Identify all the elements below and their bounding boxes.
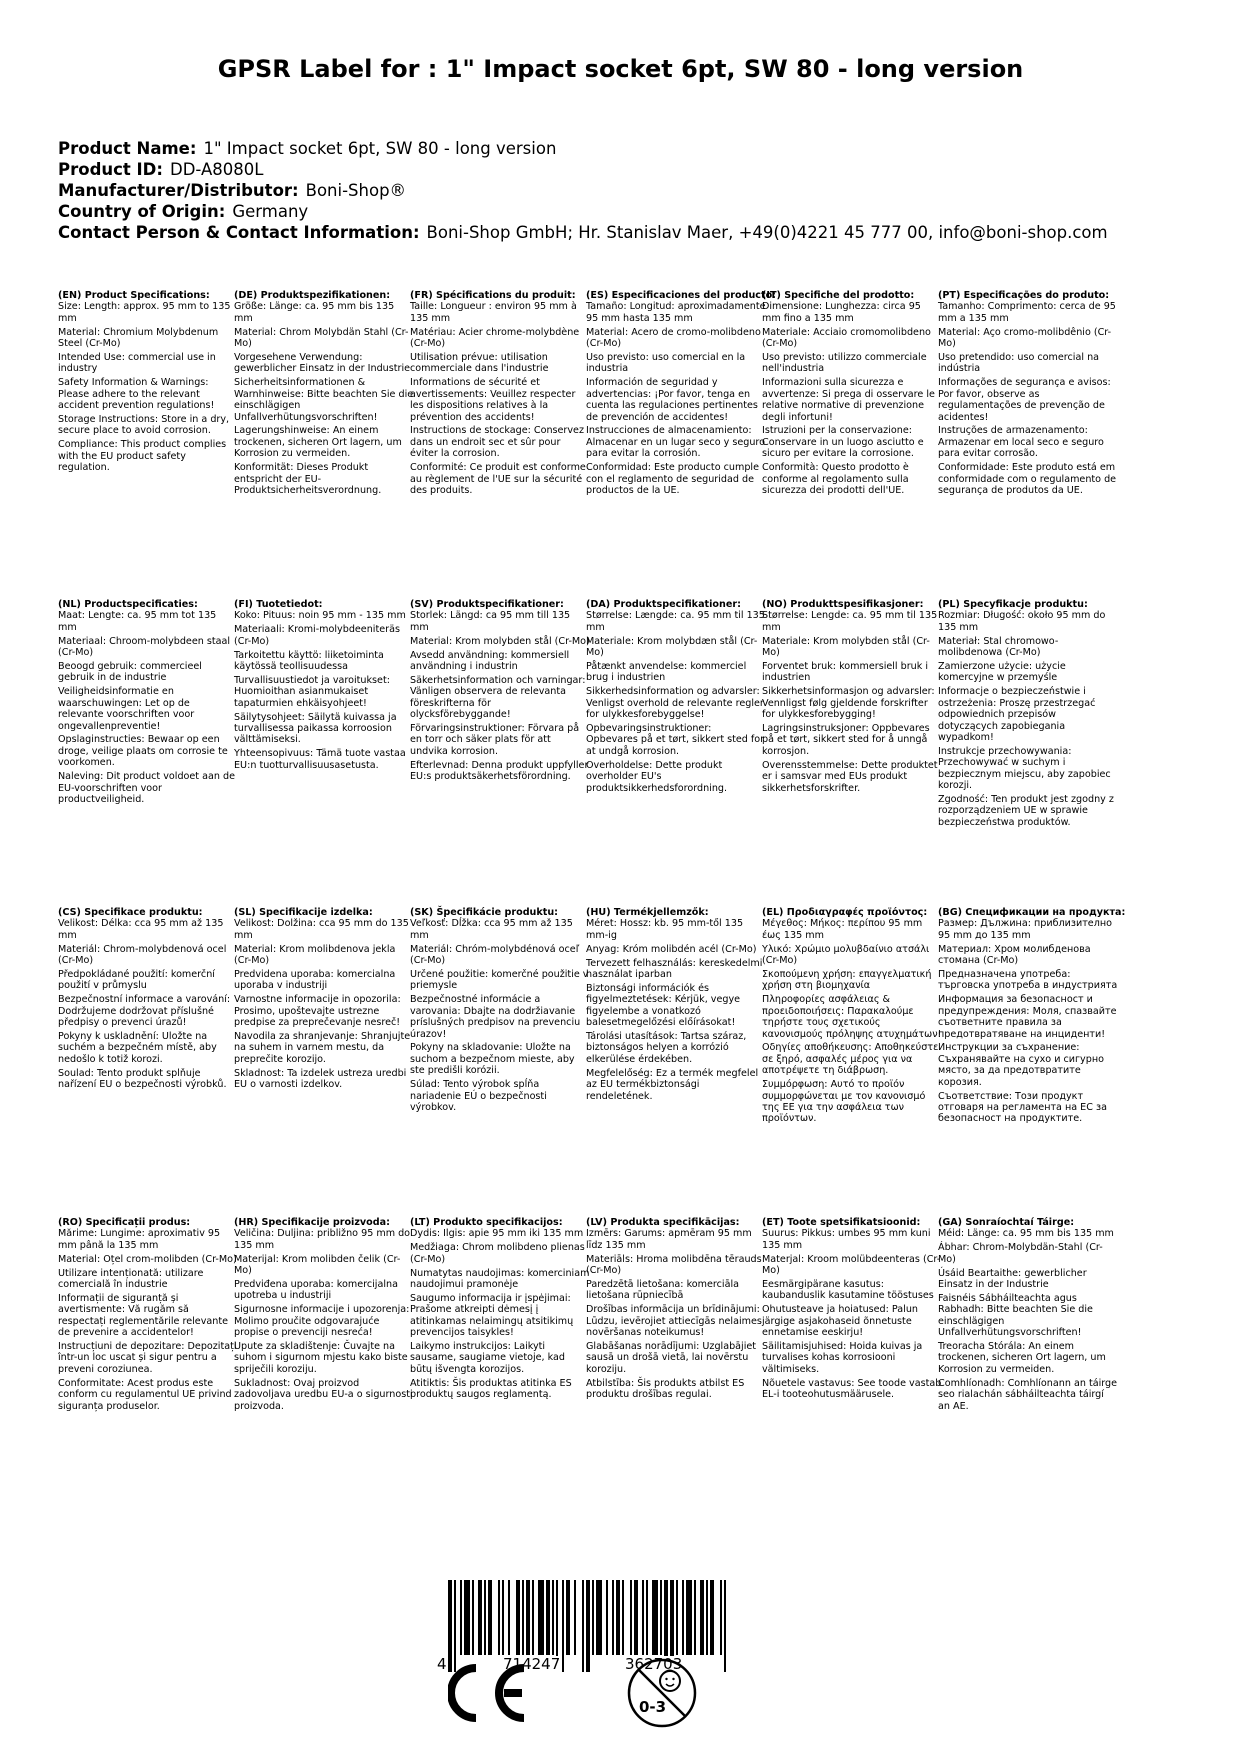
spec-line: Predvidena uporaba: komercialna uporaba v industriji xyxy=(234,969,396,992)
spec-line: Υλικό: Χρώμιο μολυβδαίνιο ατσάλι (Cr-Mo) xyxy=(762,943,930,967)
spec-line: Säkerhetsinformation och varningar: Vänligen observera de relevanta föreskrifterna för olycksförebyggande! xyxy=(410,674,586,721)
product-info-value: Germany xyxy=(232,202,309,221)
spec-line: Storlek: Längd: ca 95 mm till 135 mm xyxy=(410,610,571,633)
barcode-bar xyxy=(582,1580,584,1672)
spec-block xyxy=(586,599,766,797)
spec-line: Bezpečnostné informácie a varovania: Dbajte na dodržiavanie príslušných predpisov na prevenciu úrazov! xyxy=(410,994,581,1040)
spec-line: Veľkosť: Dĺžka: cca 95 mm až 135 mm xyxy=(410,918,573,941)
spec-line: Conformitate: Acest produs este conform cu regulamentul UE privind siguranța produselor. xyxy=(58,1377,232,1412)
barcode-digits-right: 362703 xyxy=(625,1655,683,1673)
spec-line: Material: Oțel crom-molibden (Cr-Mo) xyxy=(58,1253,237,1265)
spec-line: Atitiktis: Šis produktas atitinka ES produktų saugos reglamentą. xyxy=(410,1377,572,1401)
barcode-bar xyxy=(516,1580,520,1655)
spec-line: Material: Aço cromo-molibdênio (Cr-Mo) xyxy=(938,326,1112,350)
spec-line: Zamierzone użycie: użycie komercyjne w przemyśle xyxy=(938,661,1066,684)
product-info-label: Country of Origin: xyxy=(58,202,226,221)
spec-line: Drošības informācija un brīdinājumi: Lūdzu, ievērojiet attiecīgās nelaimes novēršanas noteikumus! xyxy=(586,1304,762,1339)
spec-line: Material: Krom molybden stål (Cr-Mo) xyxy=(410,635,590,647)
product-info xyxy=(58,138,1198,243)
spec-line: Σκοπούμενη χρήση: επαγγελματική χρήση στη βιομηχανία xyxy=(762,969,932,992)
barcode-bar xyxy=(488,1580,492,1655)
spec-line: Sukladnost: Ovaj proizvod zadovoljava uredbu EU-a o sigurnosti proizvoda. xyxy=(234,1377,413,1412)
spec-line: Velikost: Délka: cca 95 mm až 135 mm xyxy=(58,918,224,941)
spec-line: Velikost: Dolžina: cca 95 mm do 135 mm xyxy=(234,918,409,941)
spec-line: Tárolási utasítások: Tartsa száraz, biztonságos helyen a korrózió elkerülése érdekében. xyxy=(586,1031,747,1065)
barcode-bar xyxy=(612,1580,614,1655)
spec-line: Ohutusteave ja hoiatused: Palun järgige asjakohaseid õnnetuste ennetamise eeskirju! xyxy=(762,1304,918,1339)
spec-block xyxy=(234,1217,414,1415)
spec-line: Compliance: This product complies with the EU product safety regulation. xyxy=(58,439,227,474)
spec-line: Sicherheitsinformationen & Warnhinweise: Bitte beachten Sie die einschlägigen Unfallverhütungsvorschriften! xyxy=(234,377,414,423)
product-info-row xyxy=(58,201,1198,222)
barcode-bar xyxy=(676,1580,678,1655)
barcode-bar xyxy=(646,1580,648,1655)
barcode-bar xyxy=(502,1580,504,1655)
spec-line: Размер: Дължина: приблизително 95 mm до 135 mm xyxy=(938,918,1112,941)
spec-line: Opslaginstructies: Bewaar op een droge, veilige plaats om corrosie te voorkomen. xyxy=(58,734,228,769)
spec-line: Conformidade: Este produto está em conformidade com o regulamento de segurança de produtos da UE. xyxy=(938,462,1117,496)
spec-line: Materiale: Krom molybden stål (Cr-Mo) xyxy=(762,635,930,659)
spec-line: Méret: Hossz: kb. 95 mm-től 135 mm-ig xyxy=(586,918,744,941)
barcode-bar xyxy=(694,1580,696,1655)
spec-heading: (NO) Produkttspesifikasjoner: xyxy=(762,599,924,610)
product-info-value: Boni-Shop GmbH; Hr. Stanislav Maer, +49(0)4221 45 777 00, info@boni-shop.com xyxy=(426,223,1108,242)
barcode-bar xyxy=(642,1580,644,1655)
spec-block xyxy=(58,290,238,476)
barcode-bar xyxy=(700,1580,704,1655)
barcode-bar xyxy=(454,1580,456,1672)
spec-line: Úsáid Beartaithe: gewerblicher Einsatz in der Industrie xyxy=(938,1267,1087,1291)
barcode-bar xyxy=(526,1580,530,1655)
spec-line: Avsedd användning: kommersiell användning i industrin xyxy=(410,649,570,673)
spec-line: Súlad: Tento výrobok spĺňa nariadenie EÚ o bezpečnosti výrobkov. xyxy=(410,1079,547,1113)
spec-heading: (DA) Produktspecifikationer: xyxy=(586,599,741,610)
spec-heading: (ES) Especificaciones del producto: xyxy=(586,290,777,301)
spec-line: Pokyny k uskladnění: Uložte na suchém a bezpečném místě, aby nedošlo k totiž korozi. xyxy=(58,1031,217,1065)
barcode-bar xyxy=(484,1580,486,1655)
barcode-bar xyxy=(538,1580,544,1655)
spec-line: Rozmiar: Długość: około 95 mm do 135 mm xyxy=(938,610,1106,633)
spec-line: Turvallisuustiedot ja varoitukset: Huomioithan asianmukaiset tapaturmien ehkäisyohjeet! xyxy=(234,674,390,709)
spec-block xyxy=(58,1217,238,1415)
spec-heading: (DE) Produktspezifikationen: xyxy=(234,290,391,301)
spec-line: Tervezett felhasználás: kereskedelmi használat iparban xyxy=(586,957,763,981)
spec-line: Naleving: Dit product voldoet aan de EU-voorschriften voor productveiligheid. xyxy=(58,771,235,805)
spec-line: Съответствие: Този продукт отговаря на регламента на ЕС за безопасност на продуктите. xyxy=(938,1090,1107,1125)
barcode-bar xyxy=(686,1580,692,1655)
spec-line: Pokyny na skladovanie: Uložte na suchom a bezpečnom mieste, aby ste predišli korózii. xyxy=(410,1042,575,1077)
spec-block xyxy=(762,599,942,797)
spec-line: Conformità: Questo prodotto è conforme al regolamento sulla sicurezza dei prodotti dell'UE. xyxy=(762,462,909,496)
spec-line: Saugumo informacija ir įspėjimai: Prašome atkreipti dėmesį į atitinkamas nelaimingų atsitikimų prevencijos taisykles! xyxy=(410,1292,574,1339)
barcode-bar xyxy=(508,1580,510,1655)
spec-block xyxy=(410,599,590,785)
spec-line: Instructions de stockage: Conservez dans un endroit sec et sûr pour éviter la corrosion. xyxy=(410,425,584,460)
barcode-bar xyxy=(616,1580,620,1655)
barcode-bar xyxy=(566,1580,570,1655)
spec-line: Materjal: Kroom molübdeenteras (Cr-Mo) xyxy=(762,1253,941,1277)
spec-block xyxy=(410,290,590,499)
spec-line: Atbilstība: Šis produkts atbilst ES produktu drošības regulai. xyxy=(586,1377,745,1401)
spec-line: Uso pretendido: uso comercial na indústria xyxy=(938,352,1100,375)
spec-line: Mărime: Lungime: aproximativ 95 mm până la 135 mm xyxy=(58,1228,221,1251)
spec-heading: (FR) Spécifications du produit: xyxy=(410,290,576,301)
product-info-label: Product Name: xyxy=(58,139,197,158)
ce-mark-icon xyxy=(448,1663,534,1723)
spec-line: Información de seguridad y advertencias: ¡Por favor, tenga en cuenta las regulaciones pertinentes de prevención de accidentes! xyxy=(586,377,758,423)
spec-line: Οδηγίες αποθήκευσης: Αποθηκεύστε σε ξηρό, ασφαλές μέρος για να αποτρέψετε τη διάβρωση. xyxy=(762,1042,939,1077)
spec-line: Инструкции за съхранение: Съхранявайте на сухо и сигурно място, за да предотвратите корозия. xyxy=(938,1042,1104,1088)
barcode-bar xyxy=(596,1580,602,1655)
age-0-3-warning-icon xyxy=(626,1657,698,1729)
spec-line: Συμμόρφωση: Αυτό το προϊόν συμμορφώνεται με τον κανονισμό της ΕΕ για την ασφάλεια των προϊόντων. xyxy=(762,1079,926,1125)
spec-line: Instrukcje przechowywania: Przechowywać w suchym i bezpiecznym miejscu, aby zapobiec korozji. xyxy=(938,745,1111,792)
spec-heading: (EL) Προδιαγραφές προϊόντος: xyxy=(762,907,928,918)
spec-line: Bezpečnostní informace a varování: Dodržujeme dodržovat příslušné předpisy o prevenci úrazů! xyxy=(58,994,231,1029)
spec-line: Matériau: Acier chrome-molybdène (Cr-Mo) xyxy=(410,326,580,350)
spec-line: Yhteensopivuus: Tämä tuote vastaa EU:n tuotturvallisuusasetusta. xyxy=(234,748,406,771)
spec-line: Upute za skladištenje: Čuvajte na suhom i sigurnom mjestu kako biste spriječili koroziju. xyxy=(234,1341,408,1375)
spec-line: Utilisation prévue: utilisation commerciale dans l'industrie xyxy=(410,352,549,375)
spec-line: Konformität: Dieses Produkt entspricht der EU-Produktsicherheitsverordnung. xyxy=(234,462,382,496)
spec-line: Size: Length: approx. 95 mm to 135 mm xyxy=(58,301,231,324)
spec-line: Suurus: Pikkus: umbes 95 mm kuni 135 mm xyxy=(762,1228,931,1251)
spec-line: Nõuetele vastavus: See toode vastab EL-i tooteohutusmäärusele. xyxy=(762,1377,942,1401)
barcode-bar xyxy=(720,1580,722,1655)
spec-line: Sigurnosne informacije i upozorenja: Molimo proučite odgovarajuće propise o prevenciji nesreća! xyxy=(234,1304,410,1339)
spec-heading: (SL) Specifikacije izdelka: xyxy=(234,907,373,918)
spec-line: Material: Chromium Molybdenum Steel (Cr-Mo) xyxy=(58,326,219,350)
spec-heading: (PT) Especificações do produto: xyxy=(938,290,1110,301)
spec-line: Størrelse: Længde: ca. 95 mm til 135 mm xyxy=(586,610,765,633)
spec-line: Material: Acero de cromo-molibdeno (Cr-Mo) xyxy=(586,326,761,350)
spec-line: Säilytysohjeet: Säilytä kuivassa ja turvallisessa paikassa korroosion välttämiseksi. xyxy=(234,711,397,746)
spec-block xyxy=(586,907,766,1105)
spec-line: Vorgesehene Verwendung: gewerblicher Einsatz in der Industrie xyxy=(234,352,411,375)
spec-line: Dydis: Ilgis: apie 95 mm iki 135 mm xyxy=(410,1228,584,1240)
spec-line: Материал: Хром молибденова стомана (Cr-Mo) xyxy=(938,943,1091,967)
spec-line: Materiāls: Hroma molibdēna tērauds (Cr-Mo) xyxy=(586,1253,762,1277)
spec-heading: (GA) Sonraíochtaí Táirge: xyxy=(938,1217,1075,1228)
spec-heading: (SV) Produktspecifikationer: xyxy=(410,599,564,610)
spec-line: Treoracha Stórála: An einem trockenen, sicheren Ort lagern, um Korrosion zu vermeiden. xyxy=(938,1341,1106,1375)
spec-block xyxy=(58,599,238,808)
spec-heading: (PL) Specyfikacje produktu: xyxy=(938,599,1088,610)
barcode-bar xyxy=(606,1580,608,1655)
product-info-row xyxy=(58,222,1198,243)
spec-line: Eesmärgipärane kasutus: kaubanduslik kasutamine tööstuses xyxy=(762,1279,934,1302)
barcode-digit-lead: 4 xyxy=(437,1655,447,1673)
spec-line: Megfelelőség: Ez a termék megfelel az EU termékbiztonsági rendeletének. xyxy=(586,1067,759,1102)
product-info-row xyxy=(58,159,1198,180)
spec-heading: (CS) Specifikace produktu: xyxy=(58,907,203,918)
barcode-bar xyxy=(652,1580,658,1655)
spec-line: Biztonsági információk és figyelmeztetések: Kérjük, vegye figyelembe a vonatkozó balesetmegelőzési előírásokat! xyxy=(586,982,741,1029)
spec-block xyxy=(234,290,414,499)
spec-line: Beoogd gebruik: commercieel gebruik in de industrie xyxy=(58,661,202,684)
spec-line: Storage Instructions: Store in a dry, secure place to avoid corrosion. xyxy=(58,414,230,437)
spec-heading: (RO) Specificații produs: xyxy=(58,1217,191,1228)
spec-block xyxy=(410,907,590,1116)
spec-line: Sikkerhedsinformation og advarsler: Venligst overhold de relevante regler for ulykkesforebyggelse! xyxy=(586,686,764,721)
spec-line: Materiaal: Chroom-molybdeen staal (Cr-Mo) xyxy=(58,635,231,659)
spec-line: Μέγεθος: Μήκος: περίπου 95 mm έως 135 mm xyxy=(762,918,923,941)
spec-heading: (SK) Špecifikácie produktu: xyxy=(410,907,559,918)
spec-block xyxy=(410,1217,590,1403)
spec-line: Påtænkt anvendelse: kommerciel brug i industrien xyxy=(586,661,747,684)
barcode-bar xyxy=(724,1580,726,1672)
barcode-bar xyxy=(522,1580,524,1655)
spec-heading: (BG) Спецификации на продукта: xyxy=(938,907,1126,918)
spec-line: Instrucțiuni de depozitare: Depozitați într-un loc uscat și sigur pentru a preveni coroziunea. xyxy=(58,1341,237,1375)
spec-heading: (ET) Toote spetsifikatsioonid: xyxy=(762,1217,921,1228)
spec-line: Varnostne informacije in opozorila: Prosimo, upoštevajte ustrezne predpise za preprečevanje nesreč! xyxy=(234,994,401,1029)
spec-block xyxy=(938,907,1126,1127)
spec-line: Uso previsto: uso comercial en la industria xyxy=(586,352,746,375)
spec-line: Materiaali: Kromi-molybdeeniteräs (Cr-Mo) xyxy=(234,624,400,647)
spec-heading: (HR) Specifikacije proizvoda: xyxy=(234,1217,390,1228)
product-info-label: Contact Person & Contact Information: xyxy=(58,223,420,242)
spec-line: Instrucciones de almacenamiento: Almacenar en un lugar seco y seguro para evitar la corrosión. xyxy=(586,425,766,460)
barcode-bar xyxy=(498,1580,500,1655)
spec-line: Comhlíonadh: Comhlíonann an táirge seo rialachán sábháilteachta táirgí an AE. xyxy=(938,1377,1118,1412)
barcode-bar xyxy=(634,1580,638,1655)
specs-row xyxy=(58,599,1218,879)
age-label: 0-3 xyxy=(639,1698,667,1716)
spec-heading: (LV) Produkta specifikācijas: xyxy=(586,1217,740,1228)
barcode-bar xyxy=(448,1580,452,1672)
spec-block xyxy=(58,907,238,1093)
spec-line: Izmērs: Garums: apmēram 95 mm līdz 135 mm xyxy=(586,1228,752,1251)
spec-line: Informazioni sulla sicurezza e avvertenze: Si prega di osservare le relative normative di prevenzione degli infortuni! xyxy=(762,377,935,423)
spec-line: Faisnéis Sábháilteachta agus Rabhadh: Bitte beachten Sie die einschlägigen Unfallverhütungsvorschriften! xyxy=(938,1292,1093,1339)
spec-block xyxy=(234,599,414,774)
spec-line: Material: Krom molibdenova jekla (Cr-Mo) xyxy=(234,943,396,967)
spec-line: Conformidad: Este producto cumple con el reglamento de seguridad de productos de la UE. xyxy=(586,462,759,496)
spec-line: Sikkerhetsinformasjon og advarsler: Vennligst følg gjeldende forskrifter for ulykkesforebygging! xyxy=(762,686,935,721)
spec-block xyxy=(762,907,942,1127)
spec-block xyxy=(586,1217,766,1403)
spec-block xyxy=(938,599,1118,831)
spec-line: Predviđena uporaba: komercijalna upotreba u industriji xyxy=(234,1279,398,1302)
barcode-bar xyxy=(532,1580,534,1655)
spec-heading: (HU) Termékjellemzők: xyxy=(586,907,709,918)
spec-line: Utilizare intenționată: utilizare comercială în industrie xyxy=(58,1267,204,1291)
spec-line: Materijal: Krom molibden čelik (Cr-Mo) xyxy=(234,1253,401,1277)
spec-block xyxy=(938,1217,1118,1415)
barcode-bar xyxy=(562,1580,564,1672)
spec-line: Informacje o bezpieczeństwie i ostrzeżenia: Proszę przestrzegać odpowiednich przepisów dotyczących zapobiegania wypadkom! xyxy=(938,686,1096,743)
barcode-bar xyxy=(460,1580,462,1655)
spec-line: Uso previsto: utilizzo commerciale nell'industria xyxy=(762,352,927,375)
specs-row xyxy=(58,1217,1218,1497)
spec-line: Informații de siguranță și avertismente: Vă rugăm să respectați reglementările relevante de prevenire a accidentelor! xyxy=(58,1292,229,1339)
spec-line: Tamanho: Comprimento: cerca de 95 mm a 135 mm xyxy=(938,301,1116,324)
barcode-bar xyxy=(682,1580,684,1655)
barcode-bar xyxy=(586,1580,590,1672)
spec-line: Medžiaga: Chrom molibdeno plienas (Cr-Mo) xyxy=(410,1242,585,1265)
spec-line: Anyag: Króm molibdén acél (Cr-Mo) xyxy=(586,943,757,955)
spec-line: Tamaño: Longitud: aproximadamente 95 mm hasta 135 mm xyxy=(586,301,766,324)
spec-line: Veličina: Duljina: približno 95 mm do 135 mm xyxy=(234,1228,411,1251)
spec-line: Materiál: Chrom-molybdenová ocel (Cr-Mo) xyxy=(58,943,227,967)
spec-line: Glabāšanas norādījumi: Uzglabājiet sausā un drošā vietā, lai novērstu koroziju. xyxy=(586,1341,757,1375)
barcode-bar xyxy=(660,1580,662,1655)
spec-line: Предназначена употреба: търговска употреба в индустрията xyxy=(938,969,1118,992)
spec-line: Conformité: Ce produit est conforme au règlement de l'UE sur la sécurité des produits. xyxy=(410,462,586,496)
barcode-bar xyxy=(478,1580,482,1655)
spec-heading: (EN) Product Specifications: xyxy=(58,290,210,301)
spec-line: Navodila za shranjevanje: Shranjujte na suhem in varnem mestu, da preprečite korozijo. xyxy=(234,1031,411,1065)
spec-heading: (NL) Productspecificaties: xyxy=(58,599,198,610)
spec-block xyxy=(762,1217,942,1403)
spec-line: Forventet bruk: kommersiell bruk i industrien xyxy=(762,661,929,684)
spec-line: Veiligheidsinformatie en waarschuwingen: Let op de relevante voorschriften voor ongevallenpreventie! xyxy=(58,686,195,732)
spec-line: Lagringsinstruksjoner: Oppbevares på et tørt, sikkert sted for å unngå korrosjon. xyxy=(762,723,930,757)
spec-line: Instruções de armazenamento: Armazenar em local seco e seguro para evitar corrosão. xyxy=(938,425,1104,460)
spec-line: Materiale: Acciaio cromomolibdeno (Cr-Mo) xyxy=(762,326,931,350)
product-info-label: Product ID: xyxy=(58,160,163,179)
spec-line: Istruzioni per la conservazione: Conservare in un luogo asciutto e sicuro per evitare la corrosione. xyxy=(762,425,924,460)
spec-block xyxy=(762,290,942,499)
spec-line: Größe: Länge: ca. 95 mm bis 135 mm xyxy=(234,301,395,324)
spec-line: Overensstemmelse: Dette produktet er i samsvar med EUs produkt sikkerhetsforskrifter. xyxy=(762,759,938,794)
spec-heading: (LT) Produkto specifikacijos: xyxy=(410,1217,563,1228)
spec-line: Numatytas naudojimas: komerciniam naudojimui pramonėje xyxy=(410,1267,590,1291)
spec-line: Efterlevnad: Denna produkt uppfyller EU:s produktsäkerhetsförordning. xyxy=(410,759,589,783)
spec-line: Πληροφορίες ασφάλειας & προειδοποιήσεις: Παρακαλούμε τηρήστε τους σχετικούς κανονισμούς πρόληψης ατυχημάτων! xyxy=(762,994,942,1040)
spec-heading: (FI) Tuotetiedot: xyxy=(234,599,323,610)
spec-block xyxy=(586,290,777,499)
spec-line: Taille: Longueur : environ 95 mm à 135 mm xyxy=(410,301,577,324)
spec-line: Informações de segurança e avisos: Por favor, observe as regulamentações de prevenção de acidentes! xyxy=(938,377,1111,423)
spec-line: Materiale: Krom molybdæn stål (Cr-Mo) xyxy=(586,635,758,659)
spec-line: Safety Information & Warnings: Please adhere to the relevant accident prevention regulations! xyxy=(58,377,215,412)
spec-line: Størrelse: Lengde: ca. 95 mm til 135 mm xyxy=(762,610,938,633)
spec-line: Opbevaringsinstruktioner: Opbevares på et tørt, sikkert sted for at undgå korrosion. xyxy=(586,723,765,757)
specs-row xyxy=(58,290,1218,570)
barcode-bar xyxy=(464,1580,470,1655)
product-info-label: Manufacturer/Distributor: xyxy=(58,181,299,200)
spec-line: Förvaringsinstruktioner: Förvara på en torr och säker plats för att undvika korrosion. xyxy=(410,723,580,757)
spec-block xyxy=(938,290,1118,499)
barcode-bar xyxy=(546,1580,550,1655)
spec-line: Koko: Pituus: noin 95 mm - 135 mm xyxy=(234,610,406,622)
spec-line: Materiál: Chróm-molybdénová oceľ (Cr-Mo) xyxy=(410,943,580,967)
spec-line: Säilitamisjuhised: Hoida kuivas ja turvalises kohas korrosiooni vältimiseks. xyxy=(762,1341,923,1375)
spec-line: Информация за безопасност и предупреждения: Моля, спазвайте съответните правила за предотвратяване на инциденти! xyxy=(938,994,1117,1040)
spec-heading: (IT) Specifiche del prodotto: xyxy=(762,290,915,301)
product-info-value: DD-A8080L xyxy=(169,160,264,179)
spec-line: Soulad: Tento produkt splňuje nařízení EU o bezpečnosti výrobků. xyxy=(58,1067,227,1091)
spec-line: Dimensione: Lunghezza: circa 95 mm fino a 135 mm xyxy=(762,301,921,324)
spec-block xyxy=(234,907,414,1093)
spec-line: Tarkoitettu käyttö: liiketoiminta käytössä teollisuudessa xyxy=(234,649,384,673)
barcode-digits-left: 714247 xyxy=(503,1655,561,1673)
spec-line: Lagerungshinweise: An einem trockenen, sicheren Ort lagern, um Korrosion zu vermeiden. xyxy=(234,425,402,460)
spec-line: Overholdelse: Dette produkt overholder EU's produktsikkerhedsforordning. xyxy=(586,759,728,794)
barcode-bar xyxy=(472,1580,474,1655)
spec-line: Informations de sécurité et avertissements: Veuillez respecter les dispositions relatives à la prévention des accidents! xyxy=(410,377,576,423)
barcode-bar xyxy=(630,1580,632,1655)
spec-line: Material: Chrom Molybdän Stahl (Cr-Mo) xyxy=(234,326,409,350)
spec-line: Maat: Lengte: ca. 95 mm tot 135 mm xyxy=(58,610,217,633)
spec-line: Paredzētā lietošana: komerciāla lietošana rūpniecībā xyxy=(586,1279,739,1302)
barcode-bar xyxy=(710,1580,714,1655)
barcode-bar xyxy=(622,1580,624,1655)
spec-line: Určené použitie: komerčné použitie v priemysle xyxy=(410,969,589,992)
specs-row xyxy=(58,907,1218,1187)
spec-line: Méid: Länge: ca. 95 mm bis 135 mm xyxy=(938,1228,1114,1240)
product-info-value: Boni-Shop® xyxy=(305,181,407,200)
barcode-bar xyxy=(552,1580,554,1655)
spec-line: Laikymo instrukcijos: Laikyti sausame, saugiame vietoje, kad būtų išvengta korozijos. xyxy=(410,1341,565,1375)
spec-line: Materiał: Stal chromowo-molibdenowa (Cr-Mo) xyxy=(938,635,1059,659)
product-info-row xyxy=(58,138,1198,159)
barcode-bar xyxy=(574,1580,576,1655)
spec-line: Zgodność: Ten produkt jest zgodny z rozporządzeniem UE w sprawie bezpieczeństwa produktów. xyxy=(938,794,1114,828)
product-info-value: 1" Impact socket 6pt, SW 80 - long version xyxy=(203,139,557,158)
spec-line: Předpokládané použití: komerční použití v průmyslu xyxy=(58,969,215,992)
barcode-bar xyxy=(592,1580,594,1655)
page-title: GPSR Label for : 1" Impact socket 6pt, SW 80 - long version xyxy=(217,55,1024,83)
spec-line: Ábhar: Chrom-Molybdän-Stahl (Cr-Mo) xyxy=(938,1242,1103,1265)
spec-line: Skladnost: Ta izdelek ustreza uredbi EU o varnosti izdelkov. xyxy=(234,1067,407,1091)
barcode-bar xyxy=(706,1580,708,1655)
product-info-row xyxy=(58,180,1198,201)
spec-line: Intended Use: commercial use in industry xyxy=(58,352,216,375)
